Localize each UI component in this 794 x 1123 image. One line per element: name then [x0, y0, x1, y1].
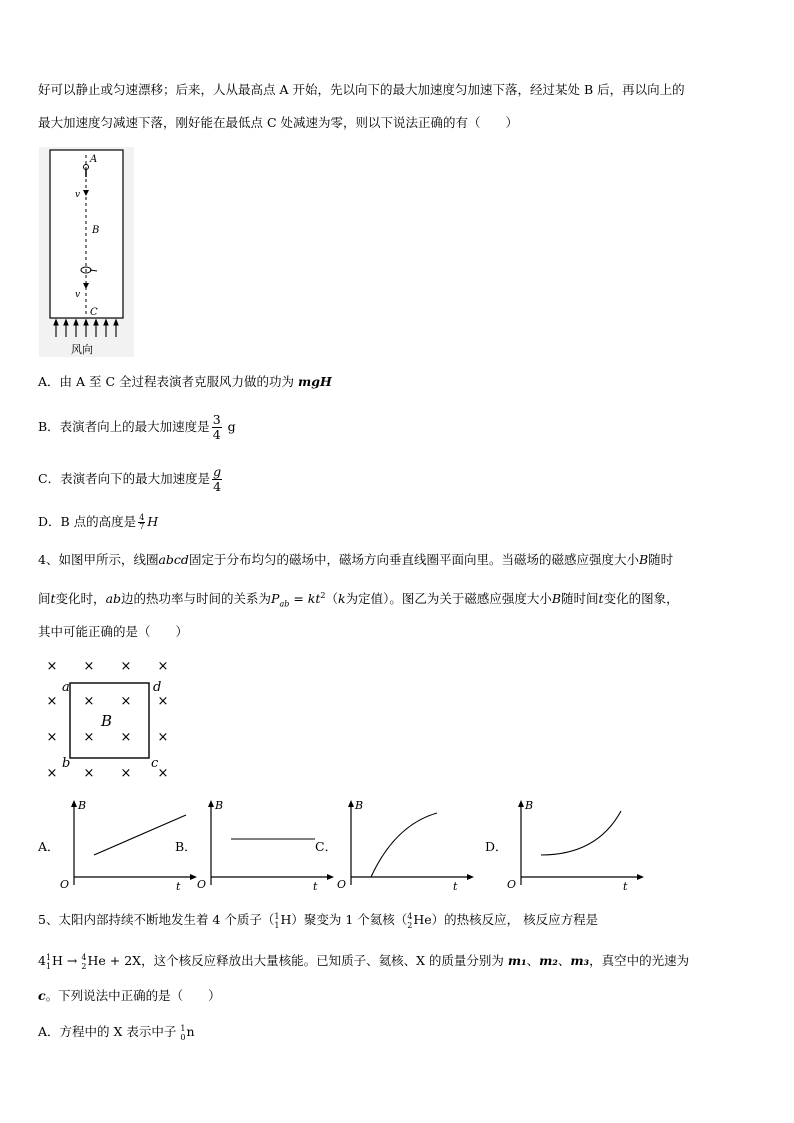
q3-option-c	[38, 462, 224, 496]
q4-text: 变化时，	[55, 591, 106, 607]
x-axis-arrow	[467, 874, 474, 880]
q4-var: P	[271, 591, 280, 607]
q5-text: ，这个核反应释放出大量核能。已知质子、氦核、X 的质量分别为	[141, 953, 508, 968]
nuclide-he: He	[87, 953, 106, 968]
field-cross: ×	[120, 659, 132, 674]
x-axis-label: t	[623, 880, 628, 892]
nuclide-sup-sub: 4 2	[407, 911, 413, 930]
q5-text: 5、太阳内部持续不断地发生着 4 个质子（	[38, 912, 275, 927]
q4-text: 变化的图象，	[603, 591, 679, 607]
corner-a: a	[62, 680, 70, 695]
q5-text: ）聚变为 1 个氦核（	[291, 912, 408, 927]
nuclide-sup-sub: 4 2	[81, 952, 87, 971]
q4-var: k	[338, 591, 346, 607]
q4-text-line-1	[38, 550, 673, 570]
y-axis-arrow	[208, 800, 214, 807]
fraction: $\frac{3}{4}$	[212, 412, 221, 442]
label-b: B	[92, 225, 100, 236]
q5-option-a-text: A．方程中的 X 表示中子	[38, 1024, 181, 1039]
q4-text: 固定于分布均匀的磁场中，磁场方向垂直线圈平面向里。当磁场的磁感应强度大小	[188, 552, 639, 567]
q5-text: ，真空中的光速为	[589, 953, 690, 968]
q3-text-line-1: 好可以静止或匀速漂移；后来，人从最高点 A 开始，先以向下的最大加速度匀加速下落，经过某处 B 后，再以向上的	[38, 82, 685, 97]
q3-option-d-text: D．B 点的高度是	[38, 514, 137, 529]
light-speed-c: c	[38, 988, 46, 1003]
q3-option-a	[38, 372, 332, 392]
q5-text-line-3	[38, 986, 221, 1006]
b-t-graph	[505, 797, 645, 892]
q4-var: ab	[105, 591, 122, 607]
field-cross: ×	[120, 766, 132, 781]
label-v1: v	[75, 190, 81, 200]
b-t-curve	[371, 813, 437, 877]
x-axis-arrow	[637, 874, 644, 880]
b-t-curve	[541, 811, 621, 855]
q4-text-line-2	[38, 586, 679, 615]
q4-text: 边的热功率与时间的关系为	[121, 591, 272, 607]
unit-g: g	[227, 419, 236, 434]
field-cross: ×	[157, 659, 169, 674]
field-cross: ×	[157, 730, 169, 745]
magnetic-field-figure	[40, 655, 175, 785]
nuclide-n: n	[186, 1024, 195, 1039]
field-cross: ×	[46, 766, 58, 781]
field-label-b: B	[101, 712, 113, 730]
q5-option-a	[38, 1022, 195, 1042]
y-axis-label: B	[525, 799, 534, 812]
q5-sep: 、	[557, 953, 571, 968]
y-axis-arrow	[71, 800, 77, 807]
q4-text: 4、如图甲所示，线圈	[38, 552, 159, 567]
q4-var: 2	[320, 591, 326, 600]
mass-m2: m₂	[539, 953, 558, 968]
q3-option-b-text: B．表演者向上的最大加速度是	[38, 419, 210, 434]
label-c: C	[90, 307, 98, 318]
q4-var: t	[50, 591, 56, 607]
nuclide-sup-sub: 1 1	[45, 952, 52, 971]
q4-text: 为定值）。图乙为关于磁感应强度大小	[345, 591, 552, 607]
wind-tunnel-figure	[37, 145, 137, 360]
graph-option-label: A．	[38, 839, 60, 854]
y-axis-label: B	[78, 799, 87, 812]
y-axis-arrow	[348, 800, 354, 807]
q3-option-a-text: A．由 A 至 C 全过程表演者克服风力做的功为	[38, 374, 298, 389]
field-cross: ×	[83, 659, 95, 674]
q4-var: t	[598, 591, 604, 607]
graph-option-label: D．	[485, 839, 508, 854]
var-h: H	[147, 514, 159, 529]
field-cross: ×	[46, 694, 58, 709]
q5-text-line-2: 4 1 1 H → 4 2 He + 2X，这个核反应释放出大量核能。已知质子、氦核、X 的质量分别为 m₁、m₂、m₃，真空中的光速为	[38, 952, 690, 971]
mass-m3: m₃	[570, 953, 590, 968]
q4-text: 间	[38, 591, 51, 607]
y-axis-label: B	[355, 799, 364, 812]
q5-text: 。下列说法中正确的是（ ）	[45, 988, 221, 1003]
nuclide-h: H	[52, 953, 63, 968]
field-cross: ×	[83, 766, 95, 781]
q5-text-line-1	[38, 910, 598, 930]
q4-var: ab	[279, 599, 290, 609]
nuclide-sup-sub: 1 0	[180, 1023, 186, 1042]
field-cross: ×	[157, 694, 169, 709]
q4-var: = kt	[289, 591, 321, 607]
nuclide-h: H	[280, 912, 292, 927]
nuclide-sup-sub: 1 1	[274, 911, 280, 930]
q3-option-a-value: mgH	[298, 374, 332, 389]
q4-var: abcd	[158, 552, 189, 567]
x-axis-label: t	[313, 880, 318, 892]
corner-d: d	[153, 680, 162, 695]
q4-text: （	[325, 591, 338, 607]
origin-label: O	[507, 878, 517, 891]
q5-text: ）的热核反应， 核反应方程是	[431, 912, 599, 927]
field-cross: ×	[120, 694, 132, 709]
origin-label: O	[197, 878, 207, 891]
eq-coef: 4	[38, 953, 46, 968]
label-v2: v	[75, 290, 81, 300]
field-cross: ×	[83, 694, 95, 709]
field-cross: ×	[46, 730, 58, 745]
field-cross: ×	[46, 659, 58, 674]
q4-text: 随时	[648, 552, 674, 567]
x-axis-arrow	[327, 874, 334, 880]
q3-option-b	[38, 410, 236, 444]
field-cross: ×	[83, 730, 95, 745]
y-axis-arrow	[518, 800, 524, 807]
fraction: $\frac{g}{4}$	[213, 464, 222, 494]
origin-label: O	[60, 878, 70, 891]
origin-label: O	[337, 878, 347, 891]
q4-var: B	[551, 591, 562, 607]
q3-option-c-text: C．表演者向下的最大加速度是	[38, 471, 211, 486]
wind-direction-caption: 风向	[71, 343, 93, 356]
q4-var: B	[638, 552, 649, 567]
corner-b: b	[62, 756, 71, 771]
corner-c: c	[151, 756, 159, 771]
mass-m1: m₁	[507, 953, 527, 968]
field-cross: ×	[157, 766, 169, 781]
label-a: A	[90, 154, 98, 165]
eq-rest: + 2X	[105, 953, 142, 968]
q5-sep: 、	[526, 953, 540, 968]
fraction: $\frac{4}{7}$	[139, 513, 145, 531]
y-axis-label: B	[215, 799, 224, 812]
field-cross: ×	[120, 730, 132, 745]
x-axis-label: t	[453, 880, 458, 892]
b-t-curve	[94, 815, 186, 855]
graph-option-label: B．	[175, 839, 197, 854]
q3-text-line-2: 最大加速度匀减速下落，刚好能在最低点 C 处减速为零，则以下说法正确的有（ ）	[38, 115, 519, 130]
graph-option-label: C．	[315, 839, 338, 854]
q4-text-line-3: 其中可能正确的是（ ）	[38, 624, 189, 639]
q4-text: 随时间	[561, 591, 599, 607]
b-t-graph	[335, 797, 475, 892]
b-t-graph	[195, 797, 338, 892]
q3-option-d	[38, 512, 158, 532]
x-axis-label: t	[176, 880, 181, 892]
nuclide-he: He	[413, 912, 432, 927]
